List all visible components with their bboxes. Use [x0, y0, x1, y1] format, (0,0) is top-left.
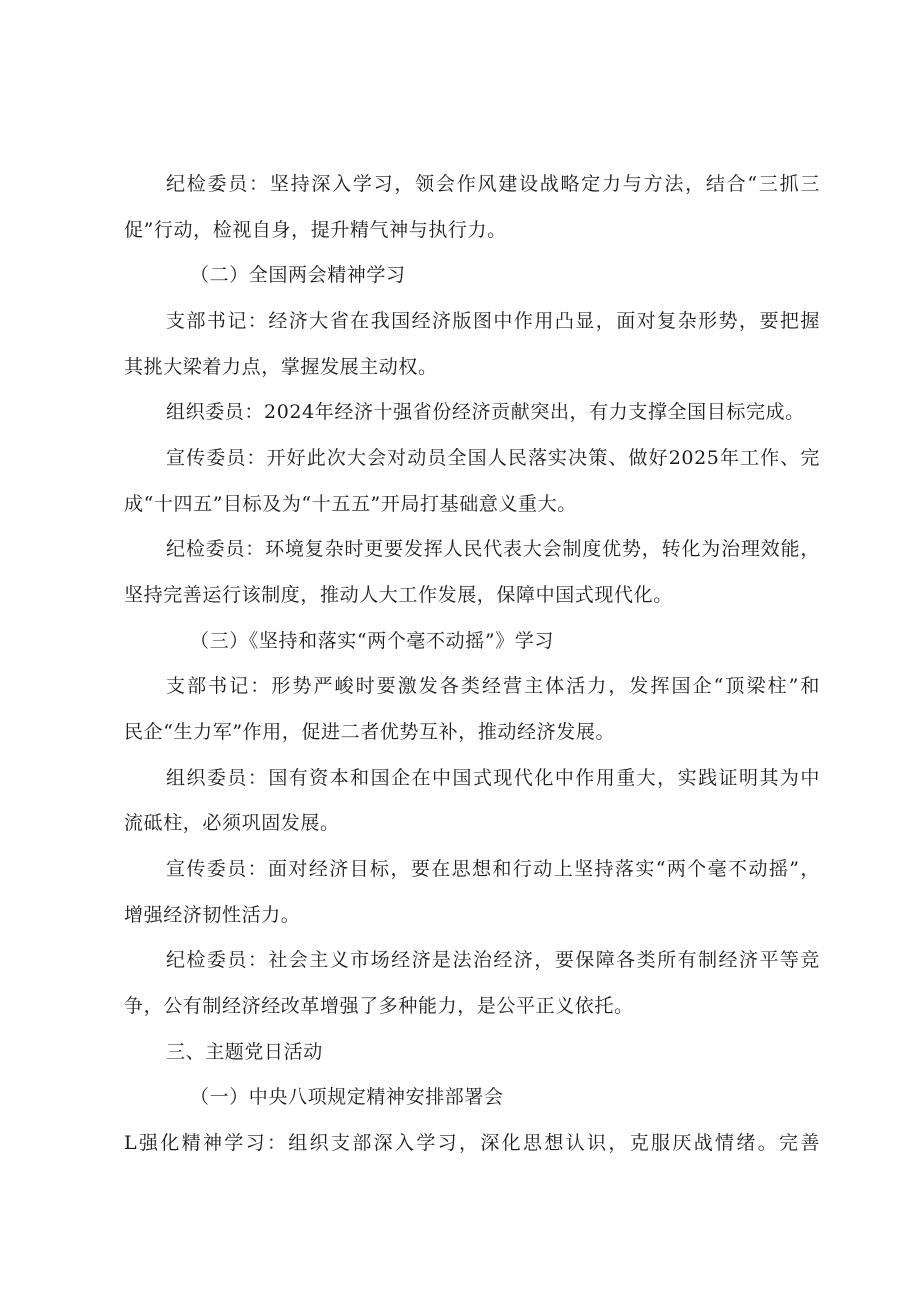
paragraph-shuji-2-line1: 支部书记：形势严峻时要激发各类经营主体活力，发挥国企“顶梁柱”和 [166, 675, 820, 697]
chapter-heading-three: 三、主题党日活动 [166, 1041, 323, 1063]
paragraph-jijian-1-line2: 促”行动，检视自身，提升精气神与执行力。 [124, 219, 507, 241]
section-heading-two: （二）全国两会精神学习 [190, 264, 406, 286]
paragraph-jijian-3-line1: 纪检委员：社会主义市场经济是法治经济，要保障各类所有制经济平等竞 [166, 949, 820, 971]
paragraph-xuanchuan-2-line1: 宣传委员：面对经济目标，要在思想和行动上坚持落实“两个毫不动摇”， [166, 858, 820, 880]
paragraph-shuji-1-line2: 其挑大梁着力点，掌握发展主动权。 [124, 356, 438, 378]
paragraph-xuanchuan-1-line2: 成“十四五”目标及为“十五五”开局打基础意义重大。 [124, 493, 577, 515]
paragraph-shuji-2-line2: 民企“生力军”作用，促进二者优势互补，推动经济发展。 [124, 721, 616, 743]
paragraph-shuji-1-line1: 支部书记：经济大省在我国经济版图中作用凸显，面对复杂形势，要把握 [166, 310, 820, 332]
paragraph-jijian-1-line1: 纪检委员：坚持深入学习，领会作风建设战略定力与方法，结合“三抓三 [166, 173, 820, 195]
paragraph-jijian-2-line2: 坚持完善运行该制度，推动人大工作发展，保障中国式现代化。 [124, 584, 673, 606]
paragraph-item-1-line1: L强化精神学习：组织支部深入学习，深化思想认识，克服厌战情绪。完善 [124, 1132, 820, 1154]
paragraph-zuzhi-2-line2: 流砥柱，必须巩固发展。 [124, 812, 340, 834]
paragraph-xuanchuan-1-line1: 宣传委员：开好此次大会对动员全国人民落实决策、做好2025年工作、完 [166, 447, 820, 469]
paragraph-jijian-2-line1: 纪检委员：环境复杂时更要发挥人民代表大会制度优势，转化为治理效能， [166, 538, 820, 560]
section-heading-three: （三）《坚持和落实“两个毫不动摇”》学习 [190, 630, 554, 652]
paragraph-xuanchuan-2-line2: 增强经济韧性活力。 [124, 904, 301, 926]
paragraph-zuzhi-2-line1: 组织委员：国有资本和国企在中国式现代化中作用重大，实践证明其为中 [166, 767, 820, 789]
paragraph-jijian-3-line2: 争，公有制经济经改革增强了多种能力，是公平正义依托。 [124, 995, 634, 1017]
section-heading-one: （一）中央八项规定精神安排部署会 [190, 1086, 504, 1108]
paragraph-zuzhi-1: 组织委员：2024年经济十强省份经济贡献突出，有力支撑全国目标完成。 [166, 401, 805, 423]
